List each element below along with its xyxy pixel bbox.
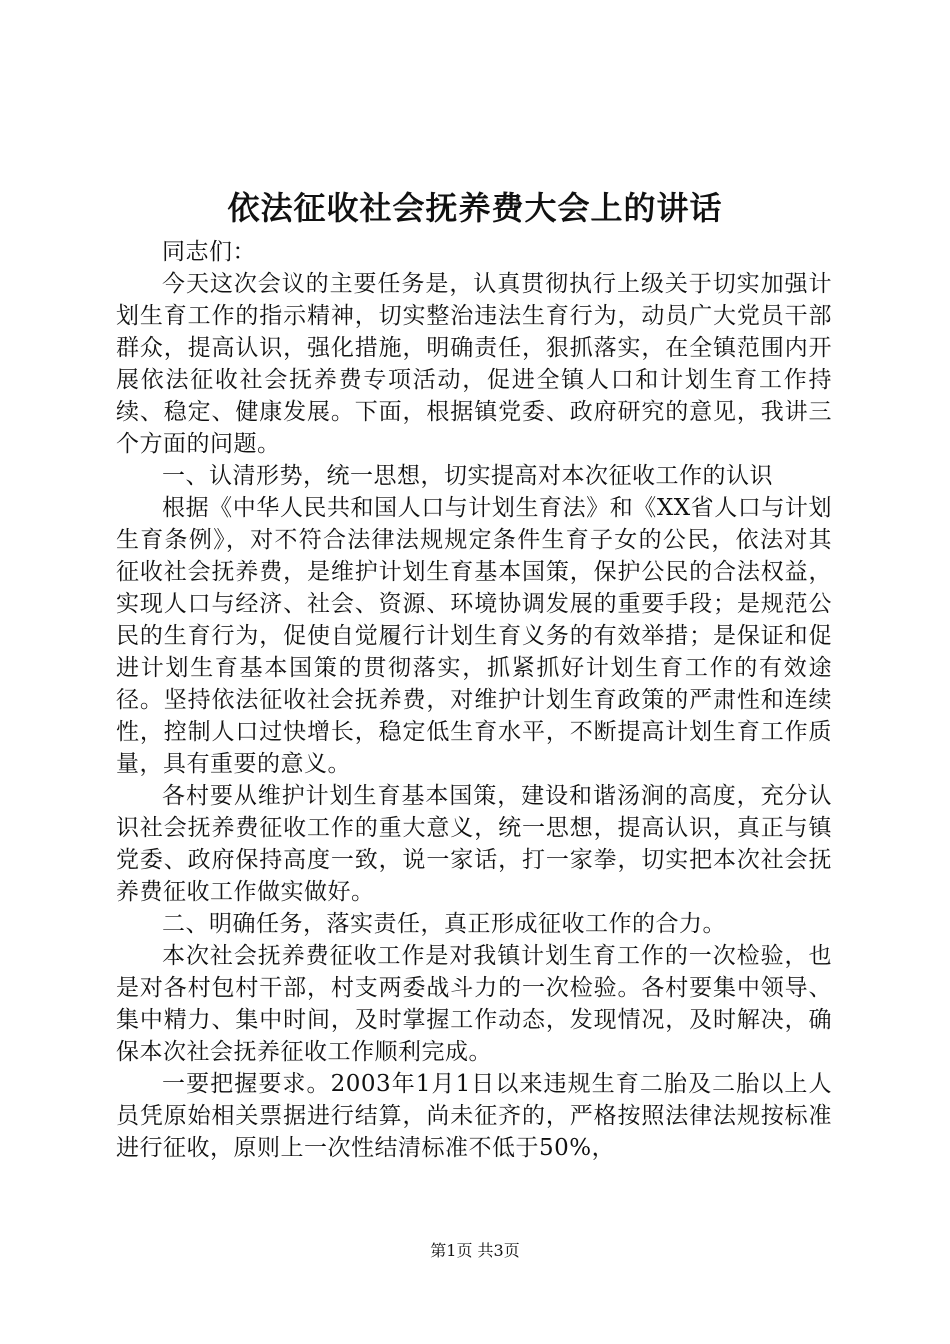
paragraph-village-duty: 各村要从维护计划生育基本国策，建设和谐汤涧的高度，充分认识社会抚养费征收工作的重大意义，统一思想，提高认识，真正与镇党委、政府保持高度一致，说一家话，打一家拳，切实把本次社会抚养费征收工作做实做好。 <box>116 783 832 905</box>
paragraph-salutation: 同志们： <box>162 239 256 265</box>
paragraph-task-test: 本次社会抚养费征收工作是对我镇计划生育工作的一次检验，也是对各村包村干部，村支两委战斗力的一次检验。各村要集中领导、集中精力、集中时间，及时掌握工作动态，发现情况，及时解决，确保本次社会抚养征收工作顺利完成。 <box>116 943 832 1065</box>
paragraph-requirements: 一要把握要求。2003年1月1日以来违规生育二胎及二胎以上人员凭原始相关票据进行结算，尚未征齐的，严格按照法律法规按标准进行征收，原则上一次性结清标准不低于50%， <box>116 1071 832 1161</box>
page-footer: 第1页 共3页 <box>430 1241 520 1260</box>
paragraph-intro: 今天这次会议的主要任务是，认真贯彻执行上级关于切实加强计划生育工作的指示精神，切实整治违法生育行为，动员广大党员干部群众，提高认识，强化措施，明确责任，狠抓落实，在全镇范围内开展依法征收社会抚养费专项活动，促进全镇人口和计划生育工作持续、稳定、健康发展。下面，根据镇党委、政府研究的意见，我讲三个方面的问题。 <box>116 271 832 457</box>
document-body <box>116 236 832 1164</box>
section-heading-1: 一、认清形势，统一思想，切实提高对本次征收工作的认识 <box>162 463 773 489</box>
document-title: 依法征收社会抚养费大会上的讲话 <box>227 189 723 227</box>
section-heading-2: 二、明确任务，落实责任，真正形成征收工作的合力。 <box>162 911 726 937</box>
paragraph-legal-basis: 根据《中华人民共和国人口与计划生育法》和《XX省人口与计划生育条例》，对不符合法律法规规定条件生育子女的公民，依法对其征收社会抚养费，是维护计划生育基本国策，保护公民的合法权益，实现人口与经济、社会、资源、环境协调发展的重要手段；是规范公民的生育行为，促使自觉履行计划生育义务的有效举措；是保证和促进计划生育基本国策的贯彻落实，抓紧抓好计划生育工作的有效途径。坚持依法征收社会抚养费，对维护计划生育政策的严肃性和连续性，控制人口过快增长，稳定低生育水平，不断提高计划生育工作质量，具有重要的意义。 <box>116 495 832 777</box>
